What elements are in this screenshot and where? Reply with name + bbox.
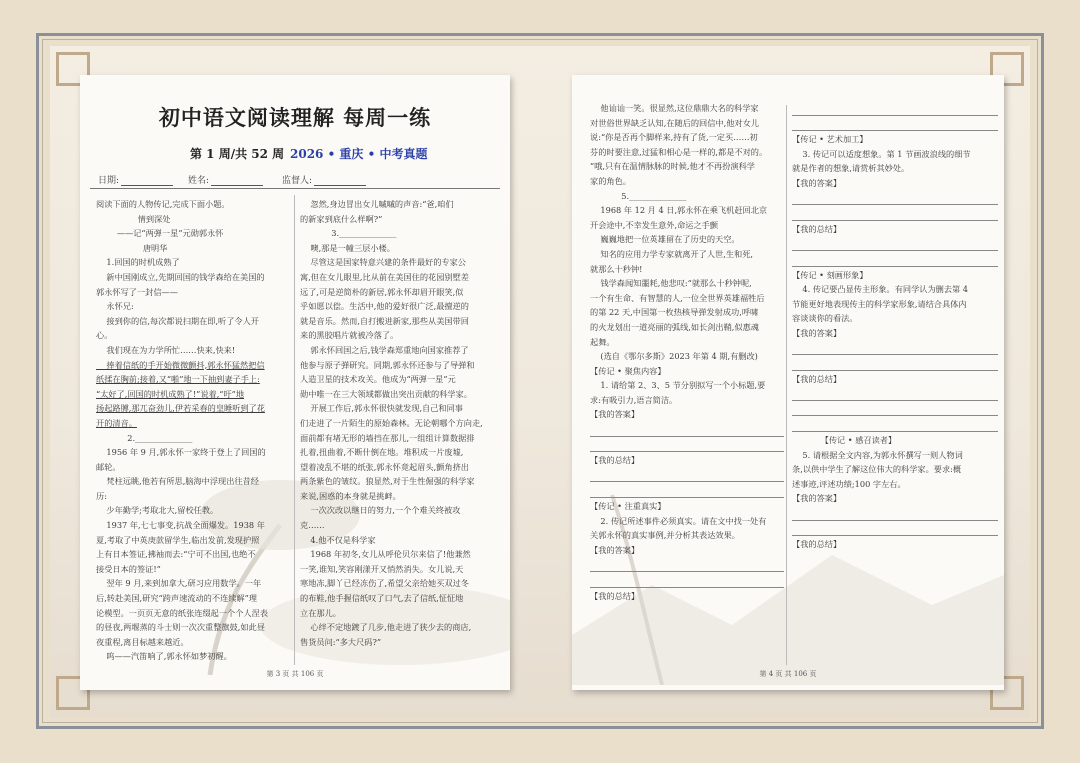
text-line: 克…… (300, 520, 325, 531)
text-line: 【传记 • 艺术加工】 (792, 134, 868, 145)
text-line: 的新家到底什么样啊?” (300, 213, 383, 224)
text-line: 1. 请给第 2、3、5 节分别拟写一个小标题,要 (590, 380, 766, 391)
text-line: 的第 22 天,中国第一枚热核导弹发射成功,呼啸 (590, 307, 759, 318)
text-line: 人造卫星的技术攻关。他成为“两弹一星”元 (300, 374, 456, 385)
text-line: 求:有吸引力,语言简洁。 (590, 394, 678, 405)
answer-line[interactable] (792, 402, 998, 417)
text-line: ”哦,只有在温情脉脉的时候,他才不再扮演科学 (590, 161, 755, 172)
answer-line[interactable] (590, 483, 784, 498)
text-line: 2.______________ (96, 432, 193, 443)
answer-line[interactable] (792, 252, 998, 267)
column-divider (294, 195, 295, 665)
text-line: 3. 传记可以适度想象。第 1 节画波浪线的细节 (792, 148, 971, 159)
text-line: 夜重程,离目标越来越近。 (96, 636, 189, 647)
text-line: 就是音乐。然而,自打搬进新家,那些从美国带回 (300, 315, 469, 326)
text-line: 寓,但在女儿眼里,比从前在美国住的花园别墅差 (300, 271, 469, 282)
answer-line[interactable] (792, 191, 998, 206)
passage-column-2 (300, 197, 504, 649)
text-line: 5. 请根据全文内容,为郭永怀撰写一则人物词 (792, 449, 963, 460)
question-column-1 (590, 101, 784, 603)
text-line: 节能更好地表现传主的科学家形象,请结合具体内 (792, 298, 967, 309)
page-title: 初中语文阅读理解 每周一练 (158, 105, 432, 130)
text-line: 1968 年初冬,女儿从呼伦贝尔来信了!他兼然 (300, 549, 471, 560)
text-line: 开的清音。 (96, 417, 137, 428)
text-line: 起舞。 (590, 336, 615, 347)
passage-column-1 (96, 197, 292, 664)
supervisor-label: 监督人: (282, 176, 313, 186)
text-line: 来的黑胶唱片就被冷落了。 (300, 330, 399, 341)
text-line: 新中国刚成立,先期回国的钱学森给在美国的 (96, 271, 265, 282)
right-page (572, 75, 1004, 690)
answer-line[interactable] (792, 506, 998, 521)
answer-line[interactable] (590, 422, 784, 437)
text-line: 【我的答案】 (590, 544, 640, 555)
text-line: 【我的总结】 (792, 373, 842, 384)
text-line: 寒地冻,脚丫已经冻伤了,希望父亲给她买双过冬 (300, 578, 469, 589)
answer-line[interactable] (590, 557, 784, 572)
text-line: 1956 年 9 月,郭永怀一家终于登上了回国的 (96, 447, 266, 458)
text-line: 郭永怀回国之后,钱学森郑重地向国家推荐了 (300, 344, 469, 355)
text-line: “太好了,回国的时机成熟了!”说着,“吁”地 (96, 388, 245, 399)
text-line: 阅读下面的人物传记,完成下面小题。 (96, 199, 230, 209)
text-line: 接到你的信,每次都说扫期在即,听了令人开 (96, 315, 259, 326)
answer-line[interactable] (792, 356, 998, 371)
date-field[interactable] (98, 173, 173, 186)
text-line: 论模型。一页页无意的纸张连缀起一个个人涅表 (96, 607, 268, 618)
text-line: 5.______________ (590, 190, 687, 201)
text-line: 情到深处 (96, 213, 171, 224)
text-line: 历: (96, 490, 107, 501)
text-line: 远了,可是逆简朴的新居,郭永怀却眉开眼笑,似 (300, 286, 464, 297)
answer-line[interactable] (792, 522, 998, 537)
text-line: 【我的总结】 (792, 539, 842, 550)
text-line: 捧着信纸的手开始微微颤抖,郭永怀猛然把信 (96, 359, 265, 370)
page-footer: 第 3 页 共 106 页 (266, 670, 324, 678)
text-line: 【我的答案】 (792, 327, 842, 338)
text-line: 售货员问:“多大尺码?” (300, 636, 382, 647)
text-line: 后,转赴美国,研究“跨声速流动的不连续解”理 (96, 593, 257, 604)
answer-line[interactable] (590, 468, 784, 483)
text-line: 1968 年 12 月 4 日,郭永怀在乘飞机赶回北京 (590, 205, 768, 216)
week-indicator: 第 1 周/共 52 周 (190, 147, 285, 161)
text-line: 巍巍地把一位英雄留在了历史的天空。 (590, 234, 740, 245)
page-footer: 第 4 页 共 106 页 (759, 670, 817, 678)
date-label: 日期: (98, 176, 120, 186)
text-line: 述事迹,评述功绩;100 字左右。 (792, 478, 906, 489)
text-line: (选自《鄂尔多斯》2023 年第 4 期,有删改) (590, 351, 758, 362)
answer-line[interactable] (792, 117, 998, 132)
text-line: 【我的答案】 (792, 177, 842, 188)
answer-line[interactable] (590, 573, 784, 588)
text-line: 乎如愿以偿。生活中,他的爱好很广泛,最擅逆的 (300, 301, 469, 312)
text-line: 说:“你是否再个脚样来,持有了货,一定买……初 (590, 132, 758, 143)
text-line: 4.他不仅是科学家 (300, 534, 376, 545)
text-line: 就是作者的想象,请赏析其妙处。 (792, 163, 910, 174)
text-line: 一次次改以继日的努力,一个个难关终被攻 (300, 505, 461, 516)
answer-line[interactable] (590, 438, 784, 453)
text-line: 一个有生命、有智慧的人,一位全世界英雄福牲后 (590, 292, 765, 303)
text-line: 他参与原子弹研究。同期,郭永怀还参与了导弹和 (300, 359, 475, 370)
answer-line[interactable] (792, 341, 998, 356)
text-line: 开展工作后,郭永怀很快就发现,自己和同事 (300, 403, 463, 414)
text-line: 勋中唯一在三大领域都做出突出贡献的科学家。 (300, 388, 472, 399)
text-line: 郭永怀写了一封信—— (96, 286, 178, 297)
text-line: 【我的总结】 (590, 455, 640, 466)
text-line: 接受日本的签证!” (96, 563, 161, 574)
exam-tag: 2026 • 重庆 • 中考真题 (290, 147, 428, 161)
text-line: 心绊不定地踱了几步,他走进了狭少去的商店, (300, 622, 472, 633)
answer-line[interactable] (792, 386, 998, 401)
text-line: 一笑,谁知,笑容刚漾开又悄然消失。女儿说,天 (300, 563, 464, 574)
text-line: 【我的答案】 (590, 409, 640, 420)
text-line: ——记“两弹一星”元勋郭永怀 (96, 228, 224, 239)
text-line: 【传记 • 刻画形象】 (792, 269, 868, 280)
header-divider (90, 188, 500, 189)
text-line: 扬起路膊,那兀奋劲儿,伊若采春的皇睡听到了花 (96, 403, 265, 414)
answer-line[interactable] (792, 417, 998, 432)
answer-line[interactable] (792, 101, 998, 116)
text-line: 家的角色。 (590, 175, 631, 186)
text-line: 容谈谈你的看法。 (792, 313, 858, 324)
text-line: 的昼夜,两堰蒸的斗士则一次次重整旗鼓,如此昼 (96, 622, 265, 633)
left-page (80, 75, 510, 690)
text-line: 关郭永怀的真实事例,并分析其表达效果。 (590, 530, 740, 541)
text-line: 来说,困惑的本身就是挑衅。 (300, 490, 401, 501)
text-line: 纸揉在胸前;接着,又“啪”地一下抽到妻子手上: (96, 374, 260, 385)
text-line: 知名的应用力学专家就离开了人世,生和死, (590, 248, 753, 259)
text-line: 【传记 • 聚焦内容】 (590, 365, 666, 376)
text-line: 扎着,扭曲着,不断什倒在地。堆积成一片废墟, (300, 447, 464, 458)
text-line: 噢,那是一幢三层小楼。 (300, 242, 395, 253)
text-line: 尽管这是国家特意兴建的条件最好的专家公 (300, 257, 466, 268)
answer-line[interactable] (792, 206, 998, 221)
text-line: 梵柱远眺,他若有所思,脑海中浮现出往昔经 (96, 476, 259, 487)
answer-line[interactable] (792, 236, 998, 251)
text-line: 他讪讪一笑。很显然,这位鼎鼎大名的科学家 (590, 103, 759, 113)
text-line: 1.回国的时机成熟了 (96, 257, 180, 268)
text-line: 2. 传记所述事件必须真实。请在文中找一处有 (590, 515, 767, 526)
text-line: 开会途中,不幸发生意外,命运之手颤 (590, 219, 719, 230)
text-line: 永怀兄: (96, 301, 134, 312)
text-line: 两条紫色的皱纹。狼显然,对于生性倔强的科学家 (300, 476, 475, 487)
text-line: 翌年 9 月,来到加拿大,研习应用数学。一年 (96, 578, 262, 589)
text-line: 【传记 • 感召读者】 (792, 435, 897, 446)
text-line: 就那么十秒钟! (590, 263, 643, 274)
text-line: 忽然,身边冒出女儿嘁嘁的声音:“爸,咱们 (300, 199, 454, 209)
text-line: 条,以供中学生了解这位伟大的科学家。要求:概 (792, 464, 962, 475)
text-line: 【我的总结】 (792, 223, 842, 234)
text-line: 【我的总结】 (590, 590, 640, 601)
text-line: 1937 年,七七事变,抗战全面爆发。1938 年 (96, 520, 265, 531)
text-line: 对世俗世界缺乏认知,在随后的回信中,他对女儿 (590, 117, 759, 128)
text-line: 面前都有堵无形的墙挡在那儿,一组组计算数据排 (300, 432, 475, 443)
name-field[interactable] (188, 173, 263, 186)
text-line: 钱学森闻知噩耗,他悲叹:“就那么十秒钟呢, (590, 278, 752, 289)
name-label: 姓名: (188, 176, 210, 186)
text-line: 【传记 • 注重真实】 (590, 501, 666, 512)
text-line: 我们现在为力学所忙……快来,快来! (96, 344, 236, 355)
text-line: 【我的答案】 (792, 493, 842, 504)
question-column-2 (792, 101, 998, 552)
text-line: 少年勤学;考取北大,留校任教。 (96, 505, 219, 516)
text-line: 的火龙划出一道亮丽的弧线,如长剑出鞘,似惠魂 (590, 321, 759, 332)
text-line: 唐明华 (96, 242, 168, 253)
supervisor-field[interactable] (282, 173, 366, 186)
column-divider (786, 105, 787, 665)
text-line: 夏,考取了中英庚款留学生,临出发前,发现护照 (96, 534, 260, 545)
text-line: 邮轮。 (96, 461, 121, 472)
text-line: 呜——汽笛响了,郭永怀如梦初醒。 (96, 651, 232, 662)
text-line: 们走进了一片陌生的原始森林。无论朝哪个方向走, (300, 417, 483, 428)
text-line: 芬的时要注意,过猛和相心是一样的,都是不对的。 (590, 146, 768, 157)
text-line: 的布鞋,他手握信纸叹了口气,去了信纸,怔怔地 (300, 593, 464, 604)
text-line: 上有日本签证,拂袖而去:“宁可不出国,也绝不 (96, 549, 256, 560)
text-line: 望着凌乱不堪的纸张,郭永怀竟起眉头,颤角挤出 (300, 461, 469, 472)
text-line: 3.______________ (300, 228, 397, 239)
text-line: 心。 (96, 330, 113, 341)
text-line: 4. 传记要凸显传主形象。有同学认为删去第 4 (792, 284, 969, 295)
text-line: 立在那儿。 (300, 607, 341, 618)
